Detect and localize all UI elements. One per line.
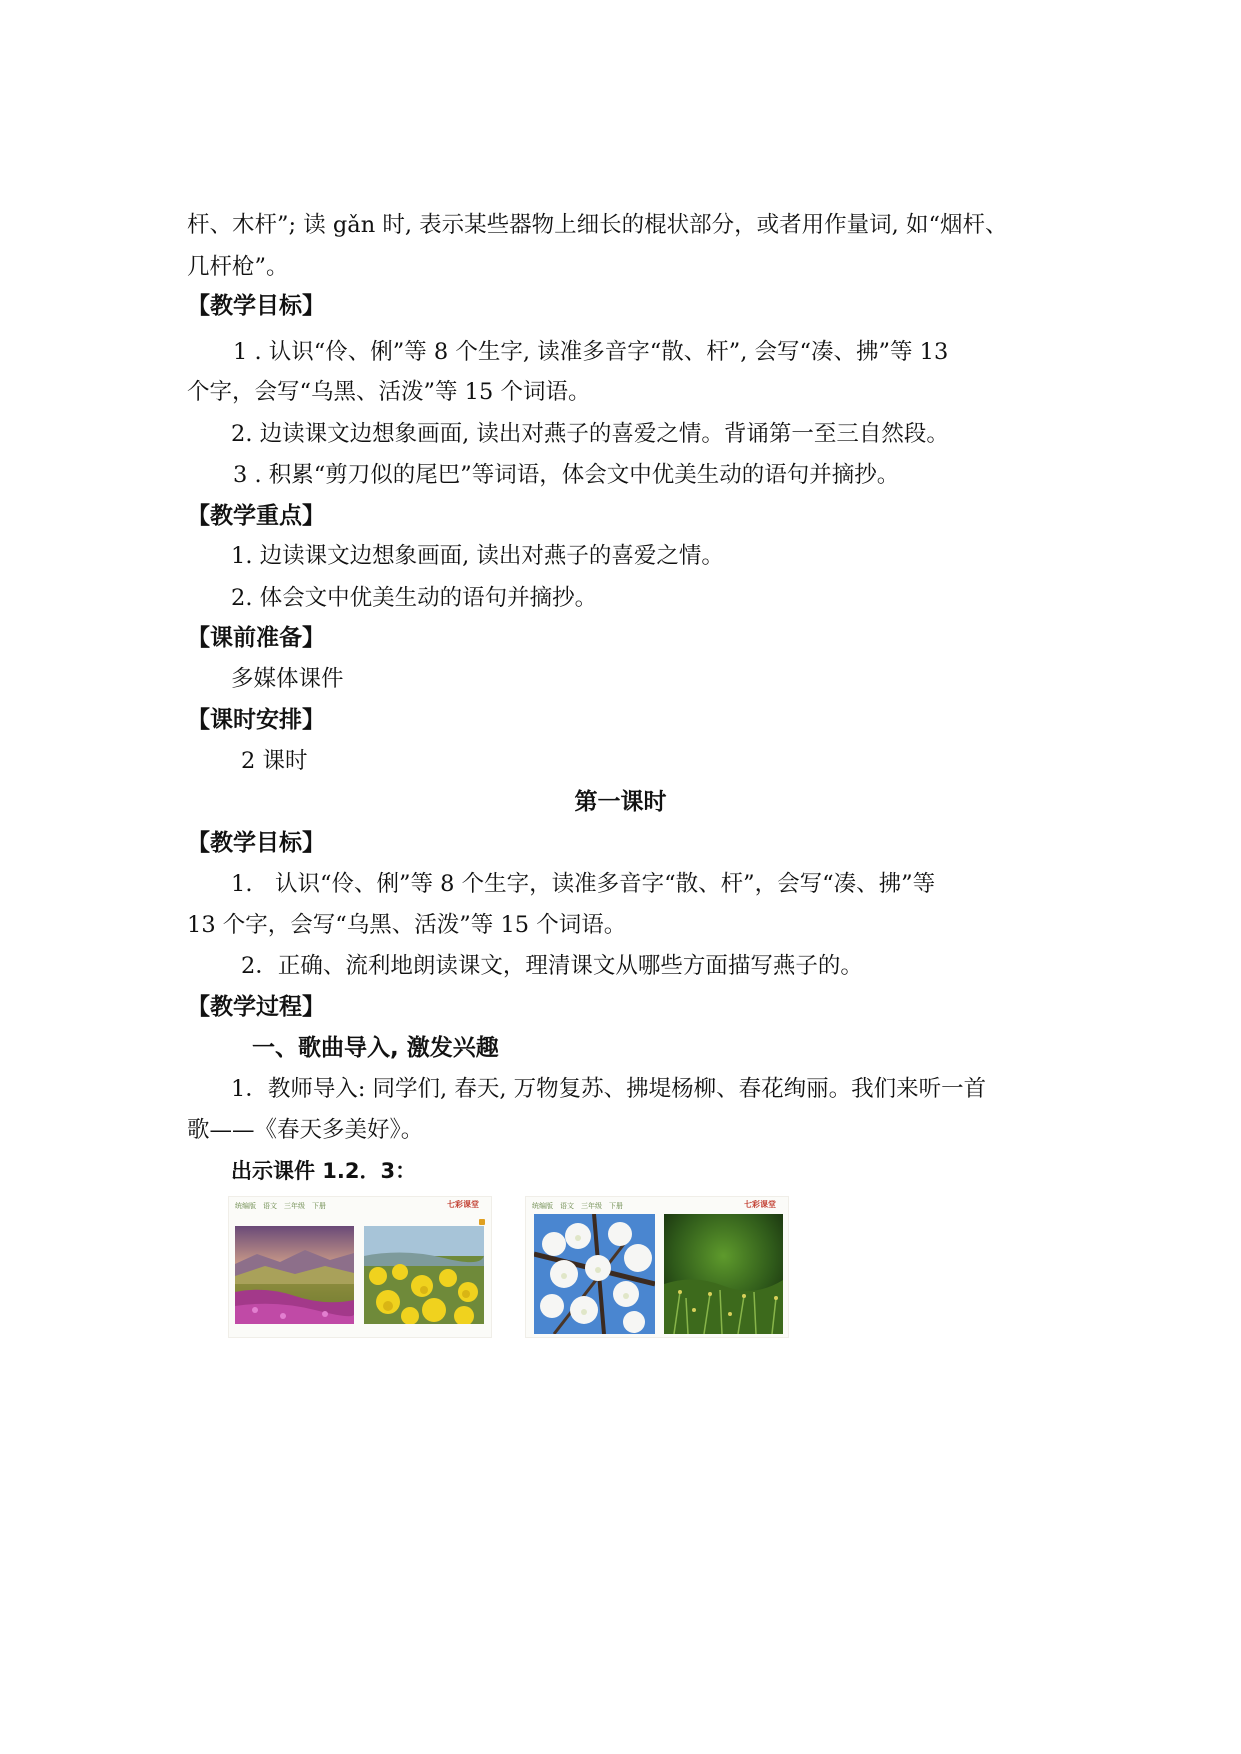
intro-line-2: 几杆枪”。 xyxy=(187,254,289,280)
section-heading-focus: 【教学重点】 xyxy=(187,503,325,529)
rapeseed-flowers-photo xyxy=(364,1226,484,1324)
show-courseware-label: 出示课件 1.2．3： xyxy=(231,1159,417,1183)
goal-item-1-line-1: 1 . 认识“伶、俐”等 8 个生字, 读准多音字“散、杆”, 会写“凑、拂”等 13 xyxy=(233,339,949,365)
section-heading-goals: 【教学目标】 xyxy=(187,293,325,319)
step-1-line-2: 歌——《春天多美好》。 xyxy=(187,1117,424,1143)
section-heading-lesson-goals: 【教学目标】 xyxy=(187,830,325,856)
slide-bar-text: 统编版 语文 三年级 下册 xyxy=(532,1202,623,1210)
courseware-slide-1 xyxy=(229,1197,491,1337)
prep-text: 多媒体课件 xyxy=(231,666,344,692)
mountain-flowers-photo xyxy=(235,1226,354,1324)
lesson-goal-1-line-1: 1. 认识“伶、俐”等 8 个生字，读准多音字“散、杆”，会写“凑、拂”等 xyxy=(231,871,936,897)
lesson-goal-2: 2．正确、流利地朗读课文，理清课文从哪些方面描写燕子的。 xyxy=(241,953,863,979)
slide-brand-logo: 七彩课堂 xyxy=(447,1200,479,1209)
goal-item-2: 2. 边读课文边想象画面, 读出对燕子的喜爱之情。背诵第一至三自然段。 xyxy=(231,421,949,447)
step-1-heading: 一、歌曲导入, 激发兴趣 xyxy=(252,1035,499,1061)
slide-brand-logo: 七彩课堂 xyxy=(744,1200,776,1209)
step-1-line-1: 1．教师导入: 同学们, 春天, 万物复苏、拂堤杨柳、春花绚丽。我们来听一首 xyxy=(231,1076,987,1102)
intro-line-1: 杆、木杆”; 读 gǎn 时, 表示某些器物上细长的棍状部分，或者用作量词, 如“烟杆、 xyxy=(187,212,1008,238)
slide-bar-text: 统编版 语文 三年级 下册 xyxy=(235,1202,326,1210)
focus-item-2: 2. 体会文中优美生动的语句并摘抄。 xyxy=(231,585,598,611)
green-grass-photo xyxy=(664,1214,783,1334)
section-heading-schedule: 【课时安排】 xyxy=(187,707,325,733)
lesson-title: 第一课时 xyxy=(574,789,667,815)
focus-item-1: 1. 边读课文边想象画面, 读出对燕子的喜爱之情。 xyxy=(231,543,724,569)
speaker-icon xyxy=(479,1219,485,1225)
goal-item-3: 3 . 积累“剪刀似的尾巴”等词语，体会文中优美生动的语句并摘抄。 xyxy=(233,462,900,488)
section-heading-process: 【教学过程】 xyxy=(187,994,325,1020)
lesson-goal-1-line-2: 13 个字，会写“乌黑、活泼”等 15 个词语。 xyxy=(187,912,627,938)
pear-blossom-photo xyxy=(534,1214,655,1334)
schedule-text: 2 课时 xyxy=(241,748,308,774)
section-heading-prep: 【课前准备】 xyxy=(187,625,325,651)
courseware-slide-2 xyxy=(526,1197,788,1337)
goal-item-1-line-2: 个字，会写“乌黑、活泼”等 15 个词语。 xyxy=(187,379,591,405)
